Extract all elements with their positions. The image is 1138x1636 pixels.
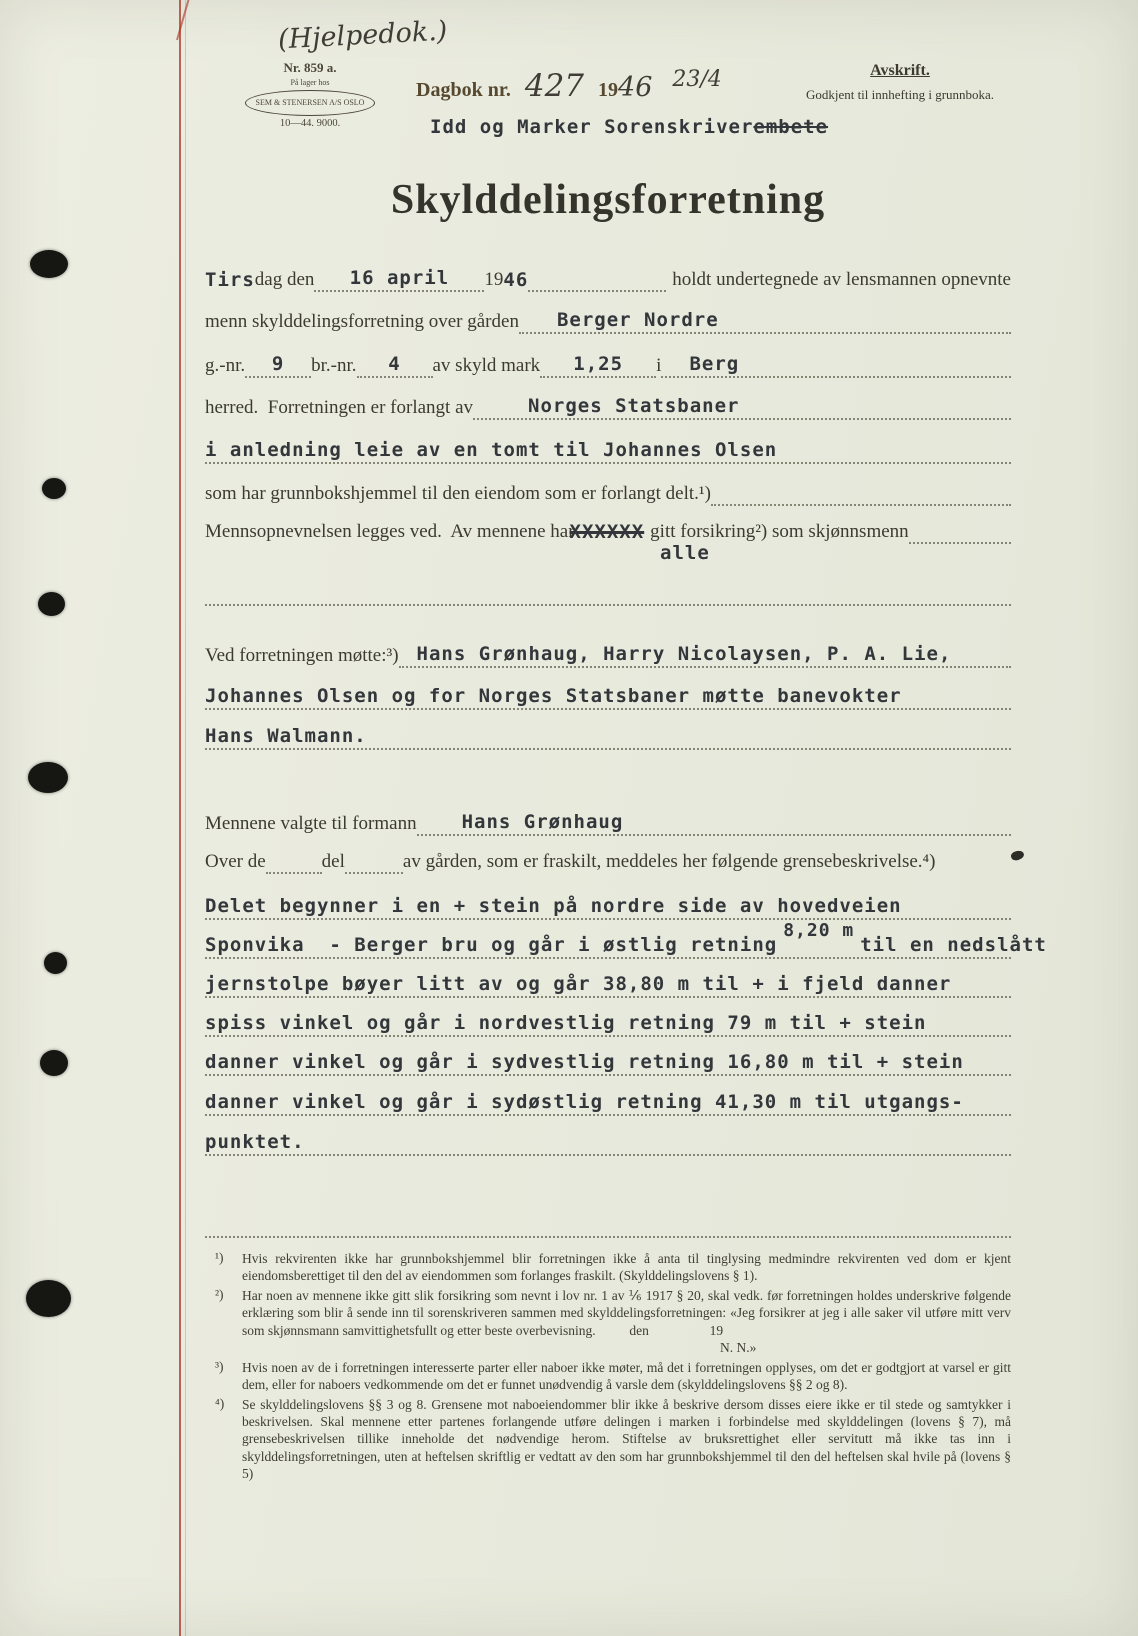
ink-smudge (1010, 849, 1025, 862)
gnr-fill (245, 346, 311, 378)
punch-hole (38, 592, 65, 616)
footnote-marker: ²) (215, 1287, 224, 1303)
printer-code: 10—44. 9000. (279, 118, 341, 129)
herred-printed: herred. Forretningen er forlangt av (205, 397, 474, 418)
footnote-signature: N. N.» (720, 1339, 757, 1355)
footnote-text-body: Har noen av mennene ikke gitt slik forsikring som nevnt i lov nr. 1 av ⅙ 1917 § 20, skal vedk. før forretningen holdes underskrive følgende erklæring som blir å sende inn til sorenskriveren sammen med skylddelingsforretningen: «Jeg forsikrer at jeg i alle saker vil utføre mitt verv som skjønnsmann samvittighetsfullt og etter beste overbevisning. den 19 (242, 1288, 1011, 1338)
court-office-name: Idd og Marker Sorenskriver (430, 116, 754, 138)
printer-stock-line: På lager hos (290, 78, 330, 87)
weekday-typed: Tirs (205, 269, 255, 291)
boundary-intro-printed: av gården, som er fraskilt, meddeles her følgende grensebeskrivelse.⁴) (402, 851, 936, 872)
punch-hole (44, 952, 67, 974)
attendees-line1: Hans Grønhaug, Harry Nicolaysen, P. A. Lie, (416, 643, 952, 665)
form-line-attendees-3 (205, 718, 1011, 750)
chairman-typed: Hans Grønhaug (461, 811, 624, 833)
footnote-text: Hvis noen av de i forretningen interesserte parter eller naboer ikke møter, må det i forretningen opplyses, om det er godtgjort at varsel er gitt dem, eller for naboers vedkommende om det er funnet unødvendig å varsle dem (skylddelingslovens §§ 2 og 8). (242, 1359, 1011, 1392)
form-line-attendees-2 (205, 678, 1011, 710)
attendees-fill (399, 636, 1011, 668)
alle-typed-correction: alle (660, 542, 710, 564)
form-line-forsikring (205, 514, 1011, 544)
description-text: jernstolpe bøyer litt av og går 38,80 m til + i fjeld danner (205, 973, 952, 995)
hjemmel-printed: som har grunnbokshjemmel til den eiendom som er forlangt delt.¹) (205, 483, 711, 504)
gnr-label: g.-nr. (205, 355, 246, 376)
opening-tail: holdt undertegnede av lensmannen opnevnte (672, 269, 1011, 290)
dotted-fill (266, 842, 322, 874)
footnote-2 (215, 1287, 1011, 1356)
footnote-marker: ⁴) (215, 1396, 225, 1412)
footnote-3 (215, 1359, 1011, 1393)
brnr-fill (357, 346, 433, 378)
description-text: spiss vinkel og går i nordvestlig retning 79 m til + stein (205, 1012, 927, 1034)
over-de-printed: Over de (205, 851, 266, 872)
description-line-7 (205, 1124, 1011, 1156)
footnote-marker: ¹) (215, 1250, 224, 1265)
footnote-text: Hvis rekvirenten ikke har grunnbokshjemmel blir forretningen ikke å anta til tinglysing medmindre rekvirenten ved dom er kjent eiendomsberettiget til den del av eiendommen som forlanges fraskilt. (Skylddelingslovens § 1). (242, 1251, 1011, 1284)
chairman-fill (417, 804, 1011, 836)
dotted-fill (345, 842, 403, 874)
blank-dotted-line (205, 1206, 1011, 1238)
description-line-1 (205, 888, 1011, 920)
footnote-text: Se skylddelingslovens §§ 3 og 8. Grensene mot naboeiendommer blir ikke å beskrive dersom disses eiere ikke er til stede og samtykker i beskrivelsen. Skal mennene etter partenes forlangende utføre delingen i marken i forbindelse med skylddelingen (lovens § 7), må grensebeskrivelsen tillike inneholde det nødvendige herom. Stiftelse av bruksrettighet eller servitutt må ikke tas inn i skylddelingsforretningen, uten at heftelsen skriftlig er vedtatt av den som har grunnbokshjemmel til den del heftelsen skal hvile på (lovens § 5) (242, 1397, 1011, 1481)
journal-date: 23/4 (672, 67, 722, 92)
blank-dotted-line (205, 574, 1011, 606)
skyld-value: 1,25 (573, 353, 624, 375)
punch-hole (40, 1050, 68, 1076)
weekday-printed: dag den (254, 269, 315, 290)
footnotes (215, 1250, 1011, 1485)
punch-hole (30, 250, 68, 278)
form-line-attendees (205, 638, 1011, 668)
district-value: Berg (689, 353, 740, 375)
dotted-fill (909, 512, 1011, 544)
footnote-marker: ³) (215, 1358, 224, 1374)
copy-title: Avskrift. (870, 62, 930, 79)
farm-fill (519, 302, 1011, 334)
menn-printed-a: Mennsopnevnelsen legges ved. Av mennene har (205, 521, 575, 542)
year-typed: 46 (503, 269, 529, 291)
brnr-label: br.-nr. (311, 355, 357, 376)
description-text: Delet begynner i en + stein på nordre side av hovedveien (205, 895, 902, 917)
skyld-label: av skyld mark (432, 355, 541, 376)
journal-year: 46 (618, 72, 653, 103)
form-line-requester (205, 390, 1011, 420)
year-printed: 19 (484, 269, 504, 290)
requester-fill (473, 388, 1011, 420)
description-text: til en nedslått (860, 934, 1047, 956)
punch-hole (42, 478, 66, 499)
court-office-struck: embete (753, 116, 829, 138)
description-line-2 (205, 920, 1047, 959)
brnr-value: 4 (388, 353, 401, 375)
requester-typed: Norges Statsbaner (528, 395, 740, 417)
form-line-boundary-intro (205, 844, 1011, 874)
handwritten-note: (Hjelpedok.) (277, 15, 449, 56)
description-line-6 (205, 1084, 1011, 1116)
form-line-chairman (205, 806, 1011, 836)
description-line-3 (205, 966, 1011, 998)
inserted-measure: 8,20 m (783, 920, 855, 941)
punch-hole (26, 1280, 71, 1317)
chairman-printed: Mennene valgte til formann (205, 813, 417, 834)
document-title: Skylddelingsforretning (390, 177, 826, 223)
gnr-value: 9 (271, 353, 285, 375)
description-line-4 (205, 1005, 1011, 1037)
attendees-label: Ved forretningen møtte:³) (205, 645, 399, 666)
skyld-fill (540, 346, 656, 378)
i-label: i (656, 355, 662, 376)
copy-subtitle: Godkjent til innhefting i grunnboka. (805, 87, 995, 102)
district-fill (661, 346, 1011, 378)
attendees-line3: Hans Walmann. (205, 725, 367, 747)
farm-name-typed: Berger Nordre (556, 309, 719, 331)
description-line-5 (205, 1044, 1011, 1076)
description-text: punktet. (205, 1131, 305, 1153)
dotted-fill (528, 260, 666, 292)
form-number: Nr. 859 a. (283, 60, 337, 75)
red-margin-rule-faint (185, 0, 186, 1636)
del-printed: del (321, 851, 345, 872)
description-text: danner vinkel og går i sydvestlig retning 16,80 m til + stein (205, 1051, 964, 1073)
footnote-1 (215, 1250, 1011, 1284)
date-fill (314, 260, 484, 292)
date-typed: 16 april (349, 267, 450, 289)
form-line-date (205, 262, 1011, 292)
overtyped-strike: XXXXXX (569, 521, 645, 543)
printer-stamp: SEM & STENERSEN A/S OSLO (245, 90, 375, 116)
footnote-text (242, 1287, 1011, 1356)
journal-number: 427 (524, 68, 585, 104)
purpose-typed: i anledning leie av en tomt til Johannes Olsen (205, 439, 778, 461)
dotted-fill (711, 474, 1011, 506)
footnote-4 (215, 1396, 1011, 1482)
description-text: danner vinkel og går i sydøstlig retning 41,30 m til utgangs- (205, 1091, 964, 1113)
attendees-line2: Johannes Olsen og for Norges Statsbaner møtte banevokter (205, 685, 902, 707)
journal-label: Dagbok nr. (416, 79, 511, 101)
form-line-numbers (205, 348, 1011, 378)
form-line-hjemmel (205, 476, 1011, 506)
form-line-farm (205, 304, 1011, 334)
punch-hole (28, 762, 68, 793)
journal-entry (416, 68, 722, 104)
court-office-line (430, 116, 828, 138)
farm-printed: menn skylddelingsforretning over gården (205, 311, 519, 332)
journal-century: 19 (598, 79, 619, 101)
red-margin-rule (179, 0, 181, 1636)
printer-imprint (236, 60, 384, 129)
description-text: Sponvika - Berger bru og går i østlig retning (205, 934, 778, 956)
menn-printed-b: gitt forsikring²) som skjønnsmenn (650, 521, 909, 542)
copy-annotation (788, 62, 1012, 103)
form-line-purpose (205, 432, 1011, 464)
